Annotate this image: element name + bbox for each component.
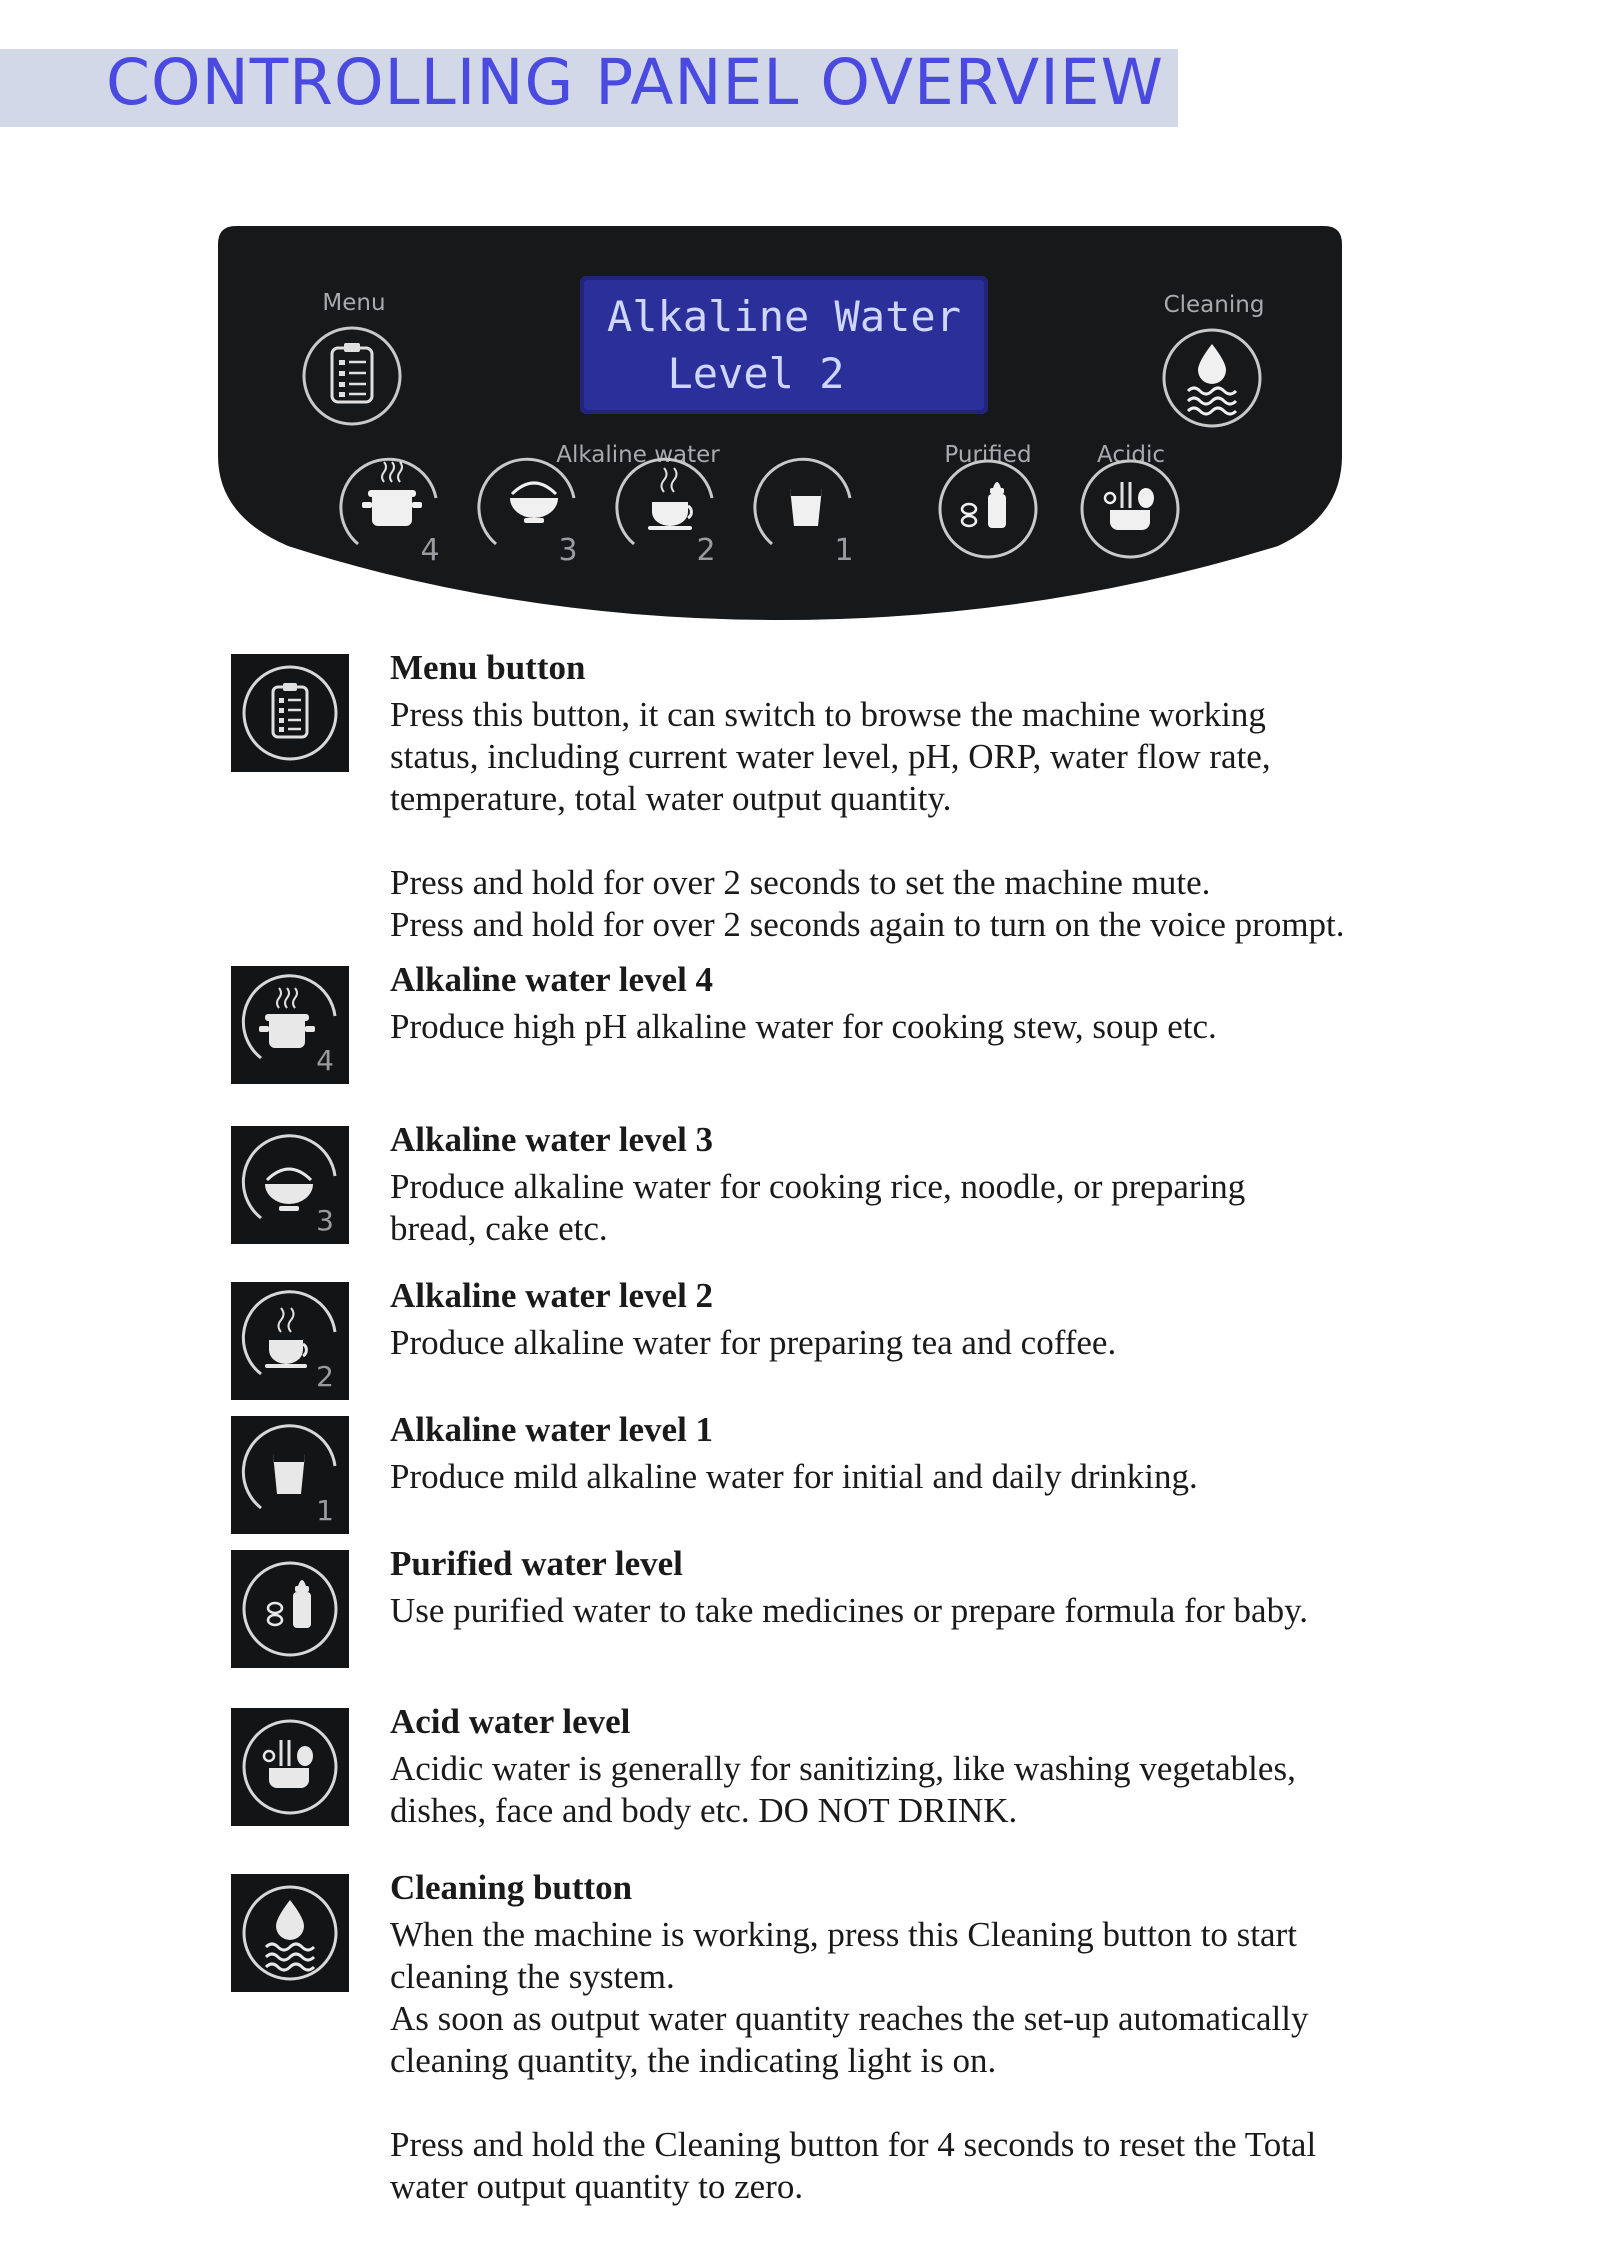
lcd-line-1: Alkaline Water [606,292,962,341]
item-title: Purified water level [390,1544,683,1583]
menu-button-icon-box [231,654,349,772]
cooking-pot-icon [231,966,349,1084]
purified-label: Purified [944,442,1032,468]
item-title: Alkaline water level 2 [390,1276,714,1315]
level-number: 4 [316,1044,334,1077]
control-panel-svg [218,226,1342,620]
level-3-number: 3 [558,533,578,568]
lcd-display [580,276,988,414]
item-description: Produce alkaline water for preparing tea and coffee. [390,1323,1117,1362]
dish-washing-icon [231,1708,349,1826]
item-title: Alkaline water level 1 [390,1410,714,1449]
item-description: Produce alkaline water for cooking rice, noodle, or preparing bread, cake etc. [390,1167,1246,1248]
item-description: When the machine is working, press this Cleaning button to start cleaning the system. As soon as output water quantity reaches the set-up automatically cleaning quantity, the indicating light is on. [390,1915,1309,2080]
purified-icon-box [231,1550,349,1668]
item-title: Acid water level [390,1702,631,1741]
drinking-glass-icon [790,488,822,526]
item-title: Menu button [390,648,586,687]
drinking-glass-icon [231,1416,349,1534]
level-number: 1 [316,1494,334,1527]
level-2-icon-box [231,1282,349,1400]
item-description: Acidic water is generally for sanitizing, like washing vegetables, dishes, face and body etc. DO NOT DRINK. [390,1749,1296,1830]
level-4-icon-box [231,966,349,1084]
level-1-number: 1 [834,533,854,568]
item-description: Produce high pH alkaline water for cooking stew, soup etc. [390,1007,1217,1046]
item-title: Alkaline water level 3 [390,1120,714,1159]
alkaline-water-label: Alkaline water [556,442,720,468]
baby-bottle-pills-icon [231,1550,349,1668]
item-description: Press and hold the Cleaning button for 4 seconds to reset the Total water output quantity to zero. [390,2125,1317,2206]
item-description: Press this button, it can switch to browse the machine working status, including current water level, pH, ORP, water flow rate, temperature, total water output quantity. [390,695,1271,818]
level-number: 3 [316,1204,334,1237]
item-description: Press and hold for over 2 seconds to set the machine mute. Press and hold for over 2 seconds again to turn on the voice prompt. [390,863,1345,944]
item-title: Cleaning button [390,1868,633,1907]
level-number: 2 [316,1360,334,1393]
coffee-cup-icon [231,1282,349,1400]
level-4-number: 4 [420,533,440,568]
cleaning-label: Cleaning [1163,292,1265,318]
acid-icon-box [231,1708,349,1826]
menu-label: Menu [322,290,386,316]
water-drop-waves-icon [231,1874,349,1992]
page-title: CONTROLLING PANEL OVERVIEW [106,46,1164,119]
level-1-icon-box [231,1416,349,1534]
item-description: Produce mild alkaline water for initial and daily drinking. [390,1457,1198,1496]
item-title: Alkaline water level 4 [390,960,714,999]
level-2-number: 2 [696,533,716,568]
item-description: Use purified water to take medicines or prepare formula for baby. [390,1591,1309,1630]
acidic-label: Acidic [1096,442,1166,468]
level-3-icon-box [231,1126,349,1244]
lcd-line-2: Level 2 [667,349,845,398]
clipboard-icon [231,654,349,772]
rice-bowl-icon [231,1126,349,1244]
control-panel [218,226,1342,620]
cleaning-icon-box [231,1874,349,1992]
